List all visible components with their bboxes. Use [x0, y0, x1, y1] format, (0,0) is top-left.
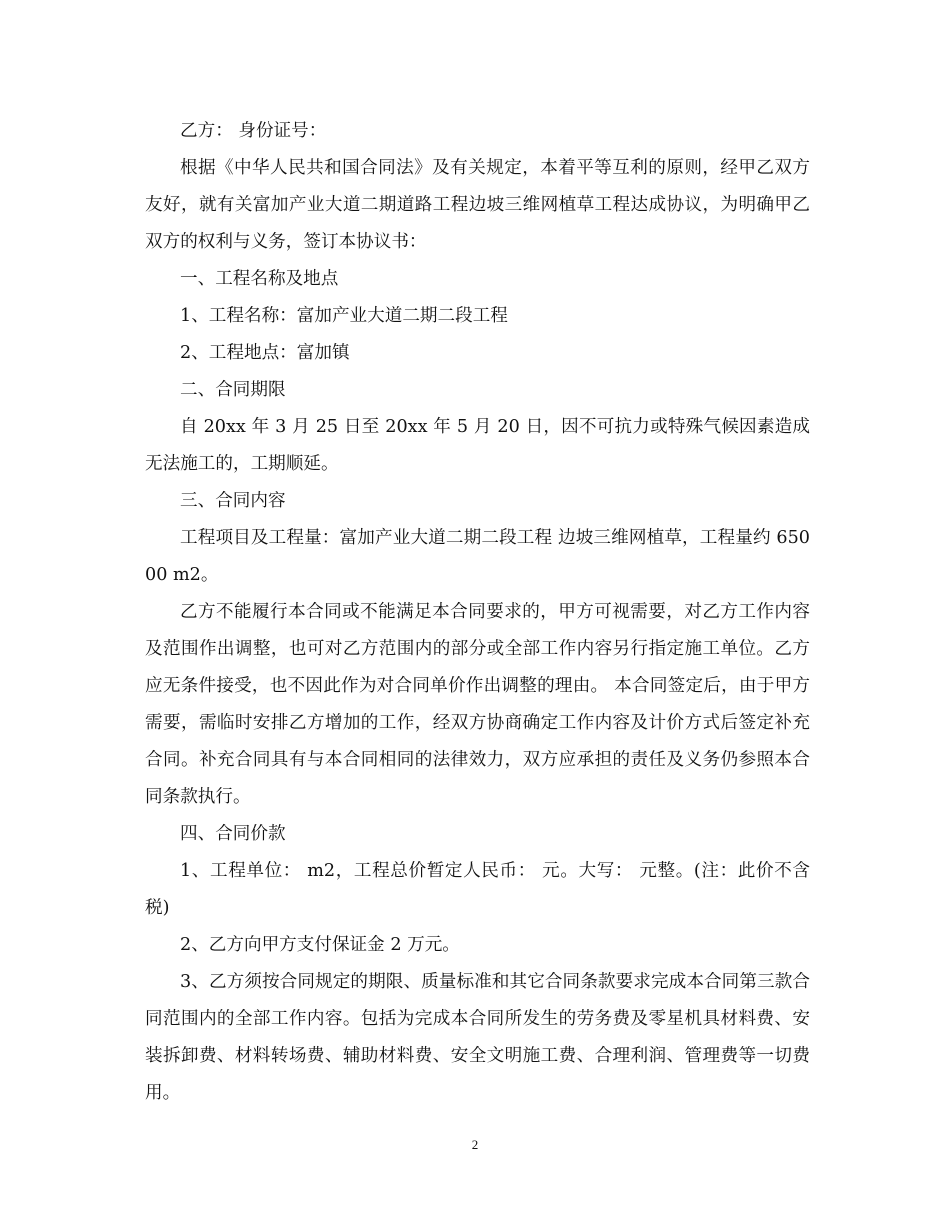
adjustment-paragraph: 乙方不能履行本合同或不能满足本合同要求的，甲方可视需要，对乙方工作内容及范围作出调整，也可对乙方范围内的部分或全部工作内容另行指定施工单位。乙方应无条件接受，也不因此作为对合同单价作出调整的理由。 本合同签定后，由于甲方需要，需临时安排乙方增加的工作，经双方协商确定工作内容及计价方式后签定补充合同。补充合同具有与本合同相同的法律效力，双方应承担的责任及义务仍参照本合同条款执行。	[145, 602, 810, 807]
project-scope-paragraph: 工程项目及工程量：富加产业大道二期二段工程 边坡三维网植草，工程量约 65000 m2。	[145, 528, 810, 585]
party-b-line: 乙方： 身份证号：	[180, 121, 327, 141]
contract-period-paragraph: 自 20xx 年 3 月 25 日至 20xx 年 5 月 20 日，因不可抗力或特殊气候因素造成无法施工的，工期顺延。	[145, 417, 810, 474]
section-heading-3: 三、合同内容	[180, 491, 286, 511]
section-heading-4: 四、合同价款	[180, 824, 286, 844]
section-heading-1: 一、工程名称及地点	[180, 269, 339, 289]
deposit-line: 2、乙方向甲方支付保证金 2 万元。	[180, 935, 460, 955]
scope-cost-paragraph: 3、乙方须按合同规定的期限、质量标准和其它合同条款要求完成本合同第三款合同范围内的全部工作内容。包括为完成本合同所发生的劳务费及零星机具材料费、安装拆卸费、材料转场费、辅助材料费、安全文明施工费、合理利润、管理费等一切费用。	[145, 972, 810, 1103]
page-number: 2	[471, 1137, 479, 1152]
price-line: 1、工程单位： m2，工程总价暂定人民币： 元。大写： 元整。(注：此价不含税)	[145, 861, 810, 918]
project-name-line: 1、工程名称：富加产业大道二期二段工程	[180, 306, 508, 326]
project-location-line: 2、工程地点：富加镇	[180, 343, 350, 363]
section-heading-2: 二、合同期限	[180, 380, 286, 400]
preamble-paragraph: 根据《中华人民共和国合同法》及有关规定，本着平等互利的原则，经甲乙双方友好，就有关富加产业大道二期道路工程边坡三维网植草工程达成协议，为明确甲乙双方的权利与义务，签订本协议书：	[145, 158, 810, 252]
document-body	[145, 113, 810, 1112]
